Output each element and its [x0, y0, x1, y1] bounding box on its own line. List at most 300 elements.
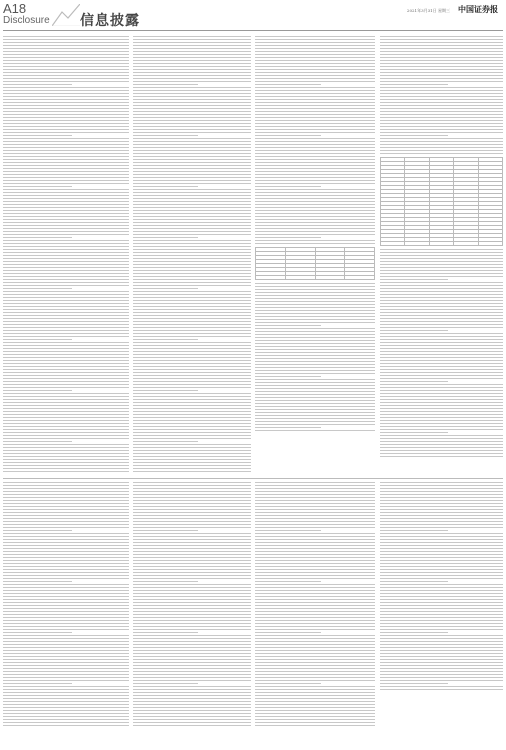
text-line	[255, 84, 321, 85]
text-line	[133, 521, 251, 522]
page-number: A18	[3, 1, 27, 16]
text-line	[133, 318, 251, 319]
text-line	[133, 462, 251, 463]
text-line	[380, 485, 503, 486]
text-line	[380, 48, 503, 49]
text-line	[380, 81, 503, 82]
text-line	[255, 156, 375, 157]
table-cell	[256, 276, 286, 280]
text-line	[255, 485, 375, 486]
text-line	[3, 201, 129, 202]
text-line	[133, 288, 198, 289]
text-line	[380, 635, 503, 636]
text-line	[3, 453, 129, 454]
text-line	[133, 378, 251, 379]
text-line	[380, 566, 503, 567]
text-line	[3, 497, 129, 498]
text-line	[380, 330, 448, 331]
text-line	[133, 156, 251, 157]
text-line	[380, 644, 503, 645]
text-line	[380, 482, 503, 483]
text-line	[3, 84, 72, 85]
table-row	[381, 242, 503, 246]
text-line	[133, 240, 251, 241]
text-line	[255, 120, 375, 121]
text-line	[133, 557, 251, 558]
text-line	[133, 530, 198, 531]
text-line	[255, 695, 375, 696]
text-line	[255, 319, 375, 320]
text-line	[3, 369, 129, 370]
text-line	[255, 144, 375, 145]
text-line	[380, 408, 503, 409]
text-line	[380, 84, 448, 85]
text-line	[3, 665, 129, 666]
text-line	[133, 629, 251, 630]
text-line	[3, 264, 129, 265]
text-line	[133, 231, 251, 232]
text-line	[133, 677, 251, 678]
text-line	[380, 509, 503, 510]
text-line	[133, 432, 251, 433]
text-line	[255, 201, 375, 202]
text-line	[133, 566, 251, 567]
text-line	[380, 405, 503, 406]
text-line	[380, 572, 503, 573]
text-line	[380, 503, 503, 504]
text-line	[133, 662, 251, 663]
text-line	[133, 279, 251, 280]
text-line	[255, 177, 375, 178]
text-line	[133, 665, 251, 666]
text-line	[133, 135, 198, 136]
text-line	[133, 87, 251, 88]
text-line	[255, 704, 375, 705]
text-line	[255, 584, 375, 585]
text-line	[133, 656, 251, 657]
text-line	[380, 453, 503, 454]
text-line	[3, 303, 129, 304]
text-line	[3, 105, 129, 106]
text-line	[3, 689, 129, 690]
text-line	[3, 66, 129, 67]
text-line	[3, 623, 129, 624]
text-line	[255, 599, 375, 600]
text-line	[380, 66, 503, 67]
text-line	[3, 138, 129, 139]
text-line	[255, 81, 375, 82]
text-column-6	[133, 482, 251, 732]
text-line	[3, 81, 129, 82]
text-line	[3, 273, 129, 274]
text-line	[380, 581, 448, 582]
text-line	[255, 620, 375, 621]
text-line	[380, 324, 503, 325]
text-line	[255, 204, 375, 205]
text-line	[255, 129, 375, 130]
text-line	[380, 102, 503, 103]
text-line	[255, 180, 375, 181]
text-line	[255, 656, 375, 657]
text-line	[255, 234, 375, 235]
text-line	[3, 450, 129, 451]
text-line	[133, 366, 251, 367]
text-line	[255, 415, 375, 416]
masthead-text: 中国证券报	[458, 4, 498, 14]
text-line	[3, 393, 129, 394]
text-line	[255, 596, 375, 597]
text-line	[133, 132, 251, 133]
text-line	[255, 539, 375, 540]
text-line	[255, 394, 375, 395]
text-line	[3, 213, 129, 214]
text-line	[3, 75, 129, 76]
text-line	[255, 337, 375, 338]
text-line	[255, 99, 375, 100]
text-line	[380, 321, 503, 322]
text-line	[255, 719, 375, 720]
text-line	[380, 264, 503, 265]
text-line	[133, 345, 251, 346]
text-line	[380, 584, 503, 585]
text-line	[380, 384, 503, 385]
text-line	[3, 524, 129, 525]
text-line	[3, 246, 129, 247]
text-line	[3, 243, 129, 244]
text-line	[3, 183, 129, 184]
text-line	[133, 261, 251, 262]
text-line	[380, 686, 503, 687]
text-line	[255, 213, 375, 214]
text-line	[3, 123, 129, 124]
text-line	[3, 333, 129, 334]
text-line	[255, 195, 375, 196]
text-line	[380, 614, 503, 615]
text-line	[255, 132, 375, 133]
text-line	[3, 572, 129, 573]
text-line	[3, 132, 129, 133]
text-line	[380, 491, 503, 492]
text-line	[133, 450, 251, 451]
text-line	[133, 246, 251, 247]
text-line	[3, 677, 129, 678]
text-line	[133, 204, 251, 205]
text-line	[133, 701, 251, 702]
text-line	[133, 417, 251, 418]
text-line	[380, 153, 503, 154]
text-line	[3, 680, 129, 681]
text-line	[255, 421, 375, 422]
text-line	[3, 267, 129, 268]
text-line	[3, 611, 129, 612]
text-line	[380, 587, 503, 588]
text-line	[380, 521, 503, 522]
text-line	[3, 228, 129, 229]
text-line	[3, 216, 129, 217]
text-line	[255, 638, 375, 639]
text-line	[380, 279, 448, 280]
text-line	[3, 626, 129, 627]
text-line	[133, 390, 198, 391]
text-line	[380, 351, 503, 352]
text-line	[255, 557, 375, 558]
text-line	[3, 701, 129, 702]
text-line	[3, 722, 129, 723]
text-column-7	[255, 482, 375, 732]
text-line	[255, 307, 375, 308]
text-line	[133, 348, 251, 349]
text-line	[380, 629, 503, 630]
text-line	[133, 312, 251, 313]
text-line	[255, 141, 375, 142]
text-line	[3, 554, 129, 555]
text-line	[380, 611, 503, 612]
text-line	[3, 57, 129, 58]
text-line	[255, 325, 321, 326]
text-line	[133, 435, 251, 436]
text-line	[133, 306, 251, 307]
text-line	[3, 147, 129, 148]
text-line	[380, 357, 503, 358]
text-line	[133, 611, 251, 612]
text-line	[133, 291, 251, 292]
text-line	[255, 243, 375, 244]
text-line	[3, 54, 129, 55]
text-line	[3, 321, 129, 322]
text-line	[3, 180, 129, 181]
text-line	[255, 635, 375, 636]
text-line	[255, 186, 321, 187]
text-line	[3, 411, 129, 412]
text-line	[380, 494, 503, 495]
text-line	[255, 503, 375, 504]
text-line	[255, 334, 375, 335]
text-line	[3, 258, 129, 259]
text-line	[133, 686, 251, 687]
text-line	[255, 491, 375, 492]
text-line	[133, 51, 251, 52]
text-line	[255, 222, 375, 223]
text-line	[3, 36, 129, 37]
text-line	[133, 75, 251, 76]
text-line	[380, 69, 503, 70]
text-line	[380, 87, 503, 88]
text-line	[255, 349, 375, 350]
text-line	[255, 530, 321, 531]
text-line	[3, 671, 129, 672]
text-line	[3, 270, 129, 271]
text-line	[133, 671, 251, 672]
text-line	[133, 294, 251, 295]
text-line	[380, 375, 503, 376]
text-line	[255, 500, 375, 501]
text-line	[133, 551, 251, 552]
text-line	[3, 261, 129, 262]
text-line	[255, 231, 375, 232]
text-line	[255, 701, 375, 702]
text-line	[380, 530, 448, 531]
text-line	[3, 414, 129, 415]
text-line	[133, 84, 198, 85]
text-line	[3, 165, 129, 166]
text-line	[3, 318, 129, 319]
text-line	[133, 644, 251, 645]
text-line	[255, 54, 375, 55]
text-line	[380, 593, 503, 594]
text-line	[380, 249, 503, 250]
text-line	[380, 551, 503, 552]
text-line	[3, 566, 129, 567]
text-line	[133, 120, 251, 121]
text-line	[133, 90, 251, 91]
text-line	[133, 249, 251, 250]
text-line	[380, 342, 503, 343]
text-line	[255, 593, 375, 594]
text-line	[255, 554, 375, 555]
text-line	[3, 719, 129, 720]
text-line	[255, 418, 375, 419]
text-line	[133, 497, 251, 498]
text-line	[133, 491, 251, 492]
text-line	[380, 354, 503, 355]
text-line	[133, 360, 251, 361]
text-line	[133, 719, 251, 720]
text-line	[3, 45, 129, 46]
text-line	[3, 306, 129, 307]
text-line	[133, 533, 251, 534]
text-line	[380, 141, 503, 142]
text-line	[133, 542, 251, 543]
text-line	[3, 695, 129, 696]
text-line	[255, 162, 375, 163]
text-line	[133, 303, 251, 304]
text-line	[380, 411, 503, 412]
text-line	[133, 315, 251, 316]
text-line	[255, 343, 375, 344]
text-line	[3, 441, 72, 442]
text-line	[3, 707, 129, 708]
text-line	[133, 258, 251, 259]
text-line	[255, 569, 375, 570]
text-line	[255, 509, 375, 510]
text-line	[380, 120, 503, 121]
text-line	[133, 186, 198, 187]
text-line	[3, 614, 129, 615]
text-line	[133, 48, 251, 49]
text-line	[3, 177, 129, 178]
text-line	[380, 360, 503, 361]
text-line	[133, 468, 251, 469]
text-line	[380, 414, 503, 415]
text-line	[255, 533, 375, 534]
text-line	[255, 626, 375, 627]
text-line	[3, 402, 129, 403]
text-line	[3, 581, 72, 582]
text-line	[380, 57, 503, 58]
text-line	[133, 174, 251, 175]
text-line	[3, 435, 129, 436]
text-line	[255, 611, 375, 612]
text-line	[255, 662, 375, 663]
table-cell	[381, 242, 405, 246]
text-line	[3, 500, 129, 501]
text-line	[3, 174, 129, 175]
text-line	[133, 222, 251, 223]
text-line	[3, 521, 129, 522]
text-line	[380, 674, 503, 675]
text-line	[255, 289, 375, 290]
text-line	[133, 653, 251, 654]
text-line	[3, 530, 72, 531]
table-cell	[345, 276, 375, 280]
text-line	[380, 129, 503, 130]
text-line	[3, 387, 129, 388]
text-line	[380, 252, 503, 253]
text-line	[380, 548, 503, 549]
text-line	[255, 524, 375, 525]
text-line	[3, 87, 129, 88]
text-line	[380, 608, 503, 609]
text-line	[255, 304, 375, 305]
text-line	[255, 93, 375, 94]
text-line	[3, 650, 129, 651]
text-line	[255, 515, 375, 516]
text-line	[3, 255, 129, 256]
text-line	[255, 683, 321, 684]
text-line	[3, 39, 129, 40]
text-line	[133, 99, 251, 100]
text-line	[133, 141, 251, 142]
text-line	[133, 617, 251, 618]
text-line	[380, 51, 503, 52]
text-line	[133, 539, 251, 540]
text-line	[255, 641, 375, 642]
text-line	[3, 252, 129, 253]
text-line	[3, 686, 129, 687]
text-line	[255, 111, 375, 112]
text-line	[133, 297, 251, 298]
text-line	[380, 533, 503, 534]
text-line	[380, 450, 503, 451]
text-line	[133, 605, 251, 606]
text-line	[133, 710, 251, 711]
text-line	[255, 87, 375, 88]
text-line	[133, 153, 251, 154]
text-line	[255, 602, 375, 603]
text-line	[3, 156, 129, 157]
text-line	[380, 396, 503, 397]
text-line	[3, 405, 129, 406]
text-line	[3, 354, 129, 355]
text-line	[255, 512, 375, 513]
text-line	[133, 285, 251, 286]
text-line	[3, 192, 129, 193]
text-line	[3, 635, 129, 636]
text-line	[133, 342, 251, 343]
text-line	[133, 105, 251, 106]
text-line	[3, 390, 72, 391]
text-line	[380, 288, 503, 289]
text-line	[255, 430, 375, 431]
text-line	[133, 57, 251, 58]
section-name-cn: 信息披露	[80, 13, 140, 29]
text-line	[133, 569, 251, 570]
text-line	[133, 518, 251, 519]
text-line	[3, 300, 129, 301]
text-line	[3, 620, 129, 621]
text-line	[380, 114, 503, 115]
text-line	[380, 647, 503, 648]
